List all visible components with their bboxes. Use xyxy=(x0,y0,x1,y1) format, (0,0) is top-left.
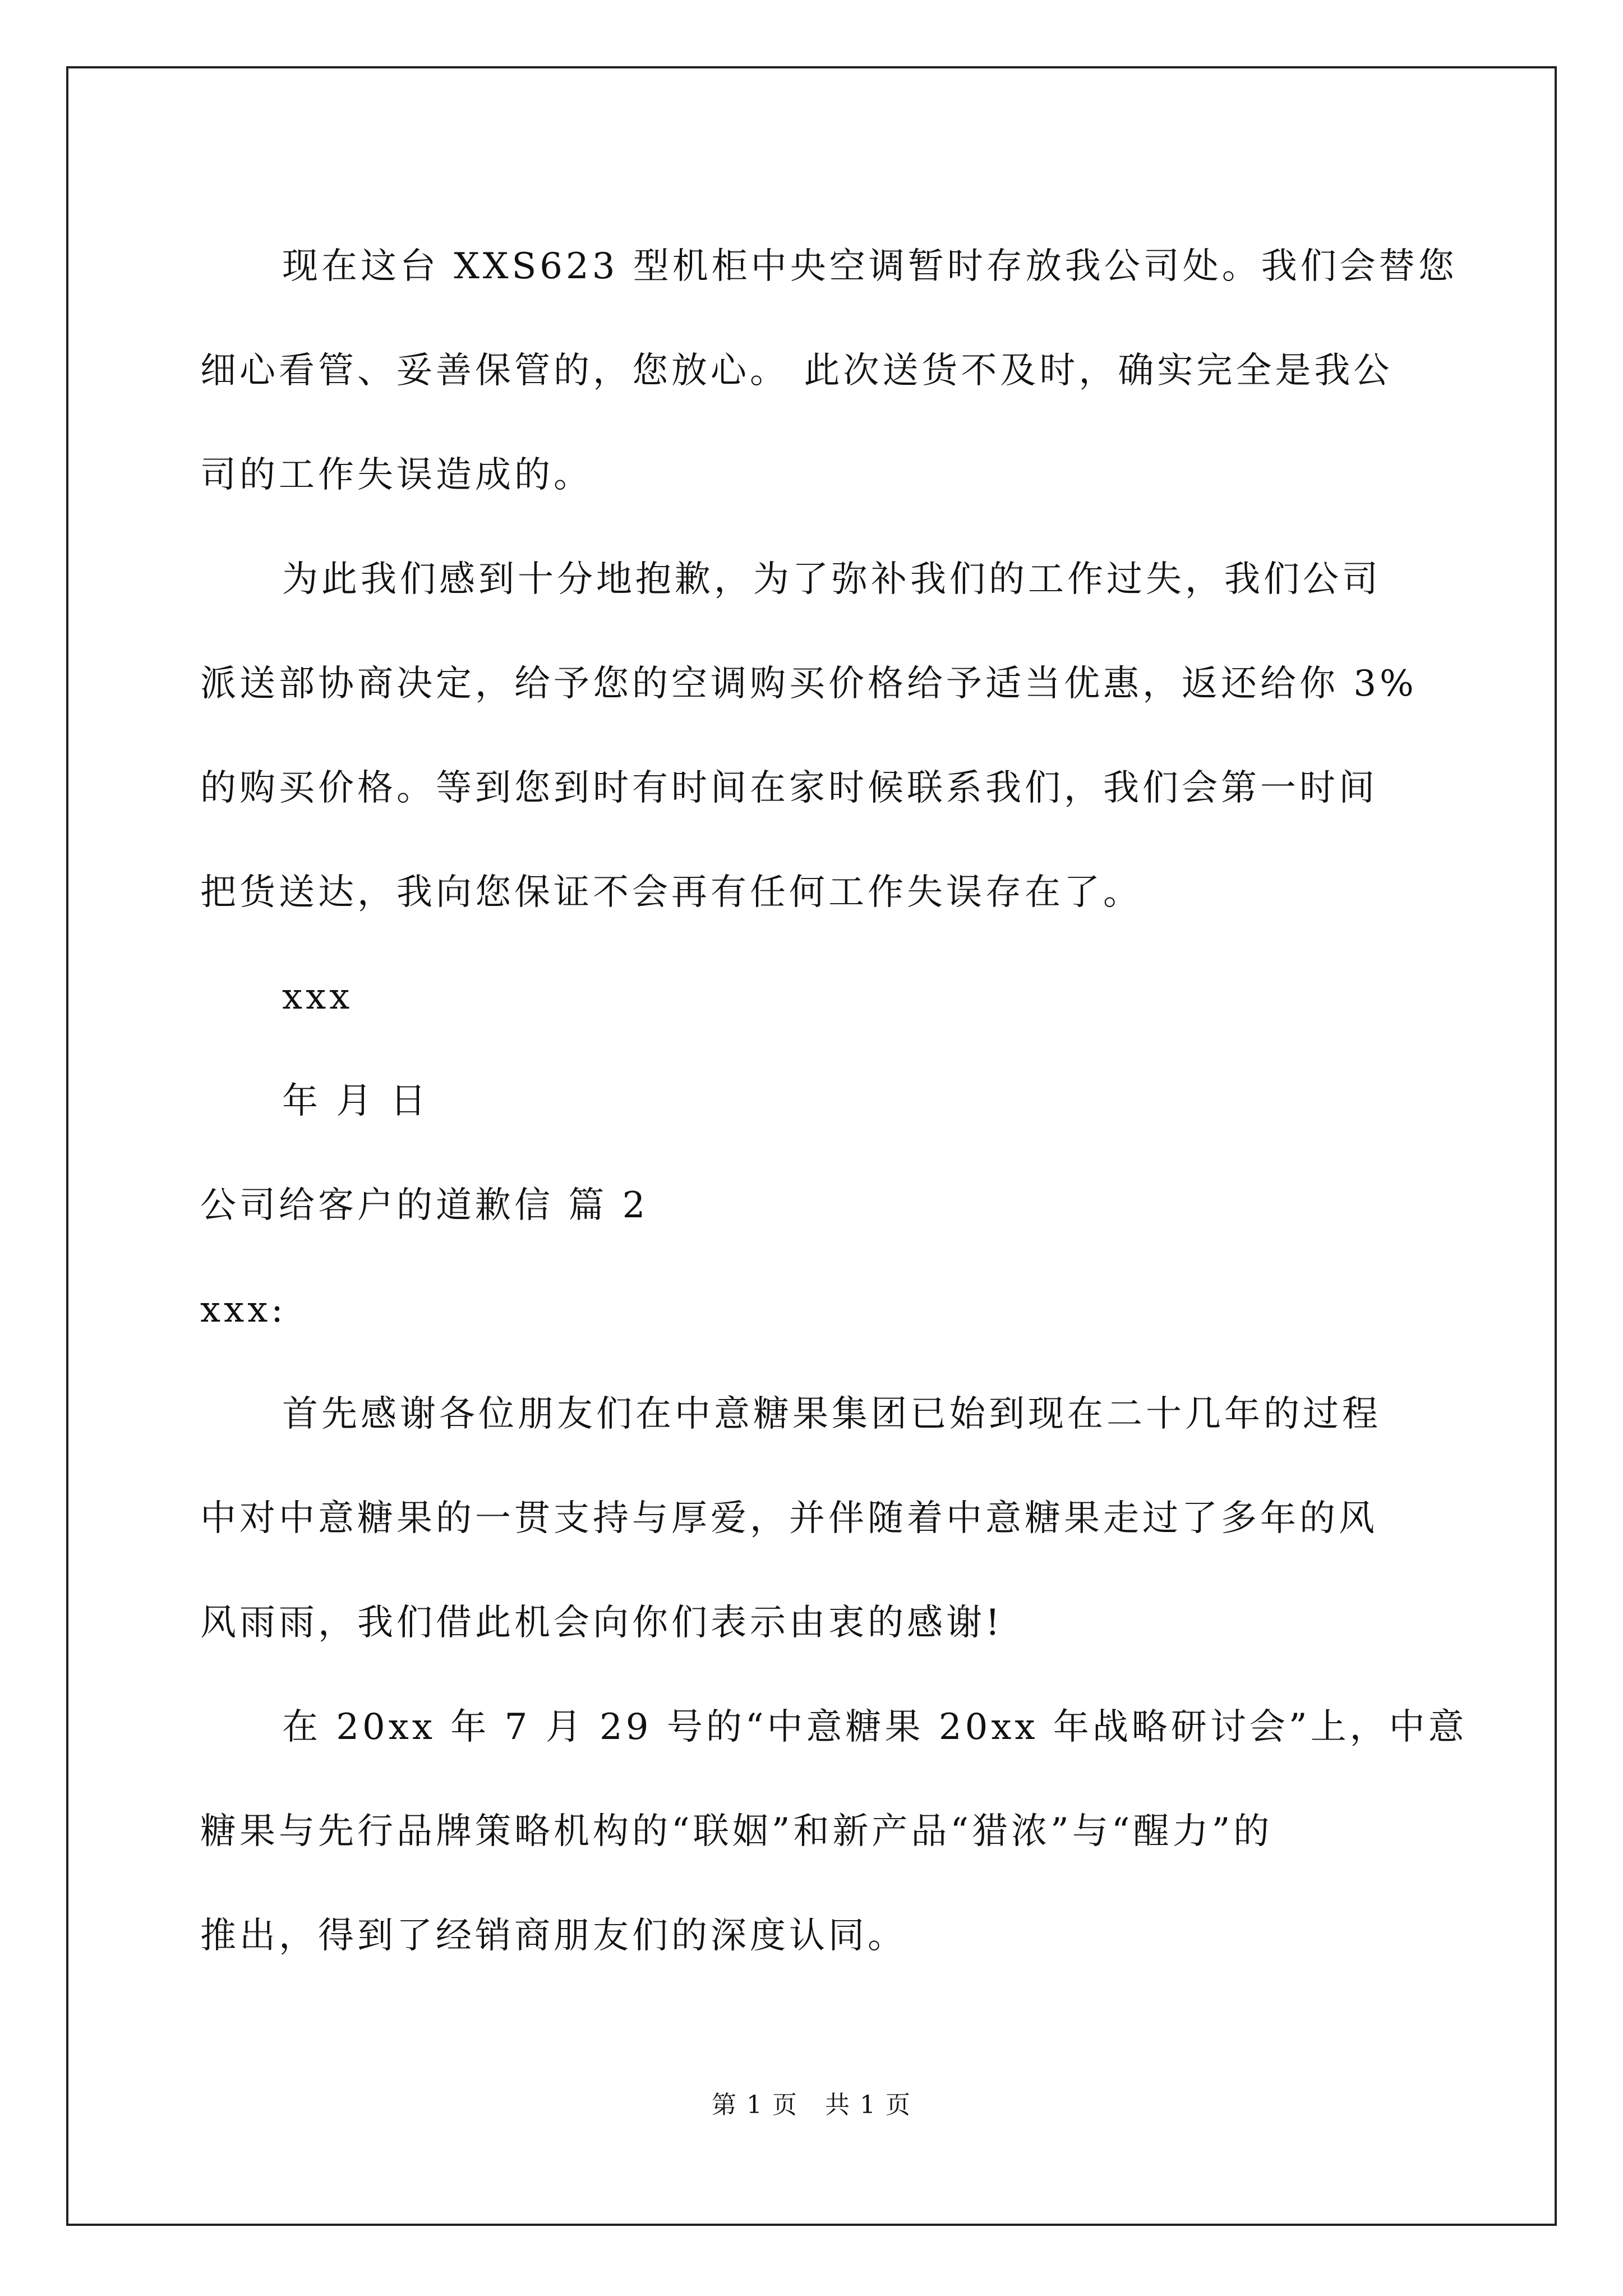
salutation: xxx: xyxy=(200,1289,287,1331)
body-line-14: 风雨雨，我们借此机会向你们表示由衷的感谢! xyxy=(200,1602,1003,1644)
signature-name: xxx xyxy=(282,976,353,1018)
body-line-3: 司的工作失误造成的。 xyxy=(200,454,593,496)
body-line-6: 的购买价格。等到您到时有时间在家时候联系我们，我们会第一时间 xyxy=(200,767,1378,809)
body-line-2: 细心看管、妥善保管的，您放心。 此次送货不及时，确实完全是我公 xyxy=(200,350,1393,392)
body-line-5: 派送部协商决定，给予您的空调购买价格给予适当优惠，返还给你 3% xyxy=(200,663,1417,705)
body-line-13: 中对中意糖果的一贯支持与厚爱，并伴随着中意糖果走过了多年的风 xyxy=(200,1498,1378,1539)
body-line-15: 在 20xx 年 7 月 29 号的“中意糖果 20xx 年战略研讨会”上，中意 xyxy=(282,1706,1468,1748)
signature-date: 年 月 日 xyxy=(282,1080,430,1122)
body-line-4: 为此我们感到十分地抱歉，为了弥补我们的工作过失，我们公司 xyxy=(282,559,1381,600)
body-line-17: 推出，得到了经销商朋友们的深度认同。 xyxy=(200,1915,907,1957)
body-line-7: 把货送达，我向您保证不会再有任何工作失误存在了。 xyxy=(200,872,1142,913)
body-line-12: 首先感谢各位朋友们在中意糖果集团已始到现在二十几年的过程 xyxy=(282,1393,1381,1435)
section-heading: 公司给客户的道歉信 篇 2 xyxy=(200,1185,649,1226)
document-body xyxy=(200,214,1468,1988)
page-number-footer: 第 1 页 共 1 页 xyxy=(712,2091,911,2119)
body-line-16: 糖果与先行品牌策略机构的“联姻”和新产品“猎浓”与“醒力”的 xyxy=(200,1811,1273,1852)
body-line-1: 现在这台 XXS623 型机柜中央空调暂时存放我公司处。我们会替您 xyxy=(282,246,1458,287)
